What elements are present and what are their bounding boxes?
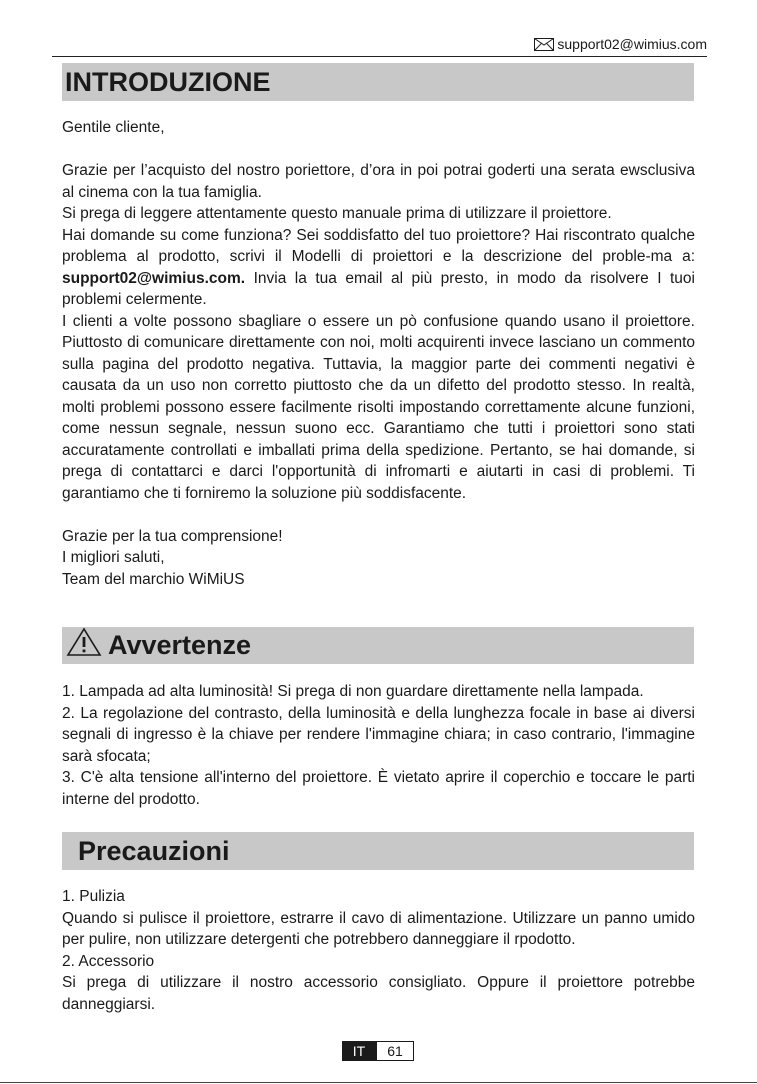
warning-item-1: 1. Lampada ad alta luminosità! Si prega di non guardare direttamente nella lampada. [62,683,644,700]
precaution-heading-2: 2. Accessorio [62,952,155,970]
precautions-title: Precauzioni [78,835,230,866]
support-email-link[interactable]: support02@wimius.com. [62,269,246,287]
closing-line-2: I migliori saluti, [62,549,165,566]
page-number-badge [342,1041,414,1061]
page-number: 61 [376,1041,414,1061]
header-email [534,36,707,52]
closing-line-3: Team del marchio WiMiUS [62,570,245,588]
intro-paragraph-4: I clienti a volte possono sbagliare o essere un pò confusione quando usano il proiettore. Piuttosto di comunicare direttamente con noi, molti acquirenti invece lasciano un commento sulla pagina del prodotto negativa. Tuttavia, la maggior parte dei commenti negativi è causata da un uso non corretto piuttosto che da un difetto del prodotto stesso. In realtà, molti problemi possono essere facilmente risolti impostando correttamente alcune funzioni, come nessun segnale, nessun suono ecc. Garantiamo che tutti i proiettori sono stati accuratamente controllati e imballati prima della spedizione. Pertanto, se hai domande, si prega di contattarci e darci l'opportunità di infromarti e aiutarti in casi di problemi. Ti garantiamo che ti forniremo la soluzione più soddisfacente. [62,312,695,502]
precaution-text-2: Si prega di utilizzare il nostro accessorio consigliato. Oppure il proiettore potrebbe danneggiarsi. [62,974,695,1013]
envelope-icon [534,38,554,51]
intro-paragraph-2: Si prega di leggere attentamente questo manuale prima di utilizzare il proiettore. [62,205,612,222]
intro-paragraph-1: Grazie per l’acquisto del nostro poriettore, d’ora in poi potrai goderti una serata ewsclusiva al cinema con la tua famiglia. [62,162,695,201]
precaution-heading-1: 1. Pulizia [62,888,125,905]
intro-body [62,117,695,590]
language-code: IT [342,1041,376,1061]
warning-item-3: 3. C'è alta tensione all'interno del proiettore. È vietato aprire il coperchio e toccare le parti interne del prodotto. [62,769,695,808]
warning-item-2: 2. La regolazione del contrasto, della luminosità e della lunghezza focale in base ai diversi segnali di ingresso è la chiave per rendere l'immagine chiara; in caso contrario, l'immagine sarà sfocata; [62,704,695,765]
header-divider [52,56,707,57]
intro-title: INTRODUZIONE [65,66,271,97]
footer-divider [0,1082,757,1083]
closing-line-1: Grazie per la tua comprensione! [62,527,283,545]
warnings-title: Avvertenze [108,630,252,660]
section-title-avvertenze [62,627,694,664]
intro-paragraph-3: Hai domande su come funziona? Sei soddisfatto del tuo proiettore? Hai riscontrato qualche problema al prodotto, scrivi il Modelli di proiettori e la descrizione del proble-ma a: support02@wimius.com. Invia la tua email al più presto, in modo da risolvere I tuoi problemi celermente. [62,226,695,308]
precautions-body [62,886,695,1015]
warning-triangle-icon [66,627,102,664]
precaution-text-1: Quando si pulisce il proiettore, estrarre il cavo di alimentazione. Utilizzare un panno umido per pulire, non utilizzare detergenti che potrebbero danneggiare il rpodotto. [62,909,695,948]
greeting: Gentile cliente, [62,119,165,136]
section-title-precauzioni [62,832,694,870]
section-title-introduzione [62,63,694,101]
header-email-text[interactable]: support02@wimius.com [557,36,707,52]
warnings-body [62,681,695,810]
